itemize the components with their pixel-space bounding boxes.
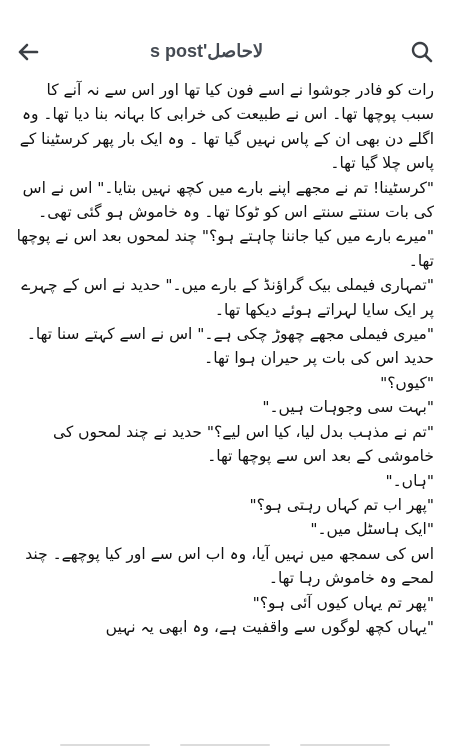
app-header [0, 0, 450, 72]
divider-segment [60, 744, 150, 746]
post-paragraph: "کیوں؟" [380, 373, 434, 392]
post-content [0, 78, 450, 750]
back-button[interactable] [14, 38, 42, 66]
bottom-divider [60, 744, 390, 748]
post-paragraph: "بہت سی وجوہات ہیں۔" [262, 398, 434, 417]
arrow-left-icon [17, 42, 39, 62]
post-paragraph: "تم نے مذہب بدل لیا، کیا اس لیے؟" حدید نے چند لمحوں کی خاموشی کے بعد اس سے پوچھا تھا۔ [52, 422, 434, 466]
post-paragraph: حدید اس کی بات پر حیران ہوا تھا۔ [204, 349, 434, 368]
post-text [0, 78, 450, 639]
post-paragraph: "کرسٹینا! تم نے مجھے اپنے بارے میں کچھ نہیں بتایا۔" اس نے اس کی بات سنتے سنتے اس کو ٹوکا تھا۔ وہ خاموش ہو گئی تھی۔ [22, 178, 434, 222]
search-button[interactable] [408, 38, 436, 66]
search-icon [410, 40, 434, 64]
post-paragraph: "ایک ہاسٹل میں۔" [310, 520, 434, 539]
post-paragraph: رات کو فادر جوشوا نے اسے فون کیا تھا اور اس سے نہ آنے کا سبب پوچھا تھا۔ اس نے طبیعت کی خرابی کا بہانہ بنا دیا تھا۔ وہ اگلے دن بھی ان کے پاس نہیں گیا تھا ۔ وہ ایک بار پھر کرسٹینا کے پاس چلا گیا تھا۔ [19, 81, 434, 173]
divider-segment [300, 744, 390, 746]
post-paragraph: "پھر تم یہاں کیوں آئی ہو؟" [252, 593, 434, 612]
post-paragraph: "تمہاری فیملی بیک گراؤنڈ کے بارے میں۔" حدید نے اس کے چہرے پر ایک سایا لہراتے ہوئے دیکھا تھا۔ [21, 276, 434, 319]
post-paragraph: "پھر اب تم کہاں رہتی ہو؟" [249, 495, 434, 514]
post-paragraph: "میری فیملی مجھے چھوڑ چکی ہے۔" اس نے اسے کہتے سنا تھا۔ [26, 325, 434, 344]
post-paragraph: اس کی سمجھ میں نہیں آیا، وہ اب اس سے اور کیا پوچھے۔ چند لمحے وہ خاموش رہا تھا۔ [25, 544, 434, 588]
divider-segment [180, 744, 270, 746]
post-paragraph: "میرے بارے میں کیا جاننا چاہتے ہو؟" چند لمحوں بعد اس نے پوچھا تھا۔ [16, 227, 434, 270]
post-paragraph: "ہاں۔" [385, 471, 434, 490]
page-title: لاحاصل's post [150, 41, 264, 61]
post-paragraph: "یہاں کچھ لوگوں سے واقفیت ہے، وہ ابھی یہ نہیں [105, 617, 434, 636]
